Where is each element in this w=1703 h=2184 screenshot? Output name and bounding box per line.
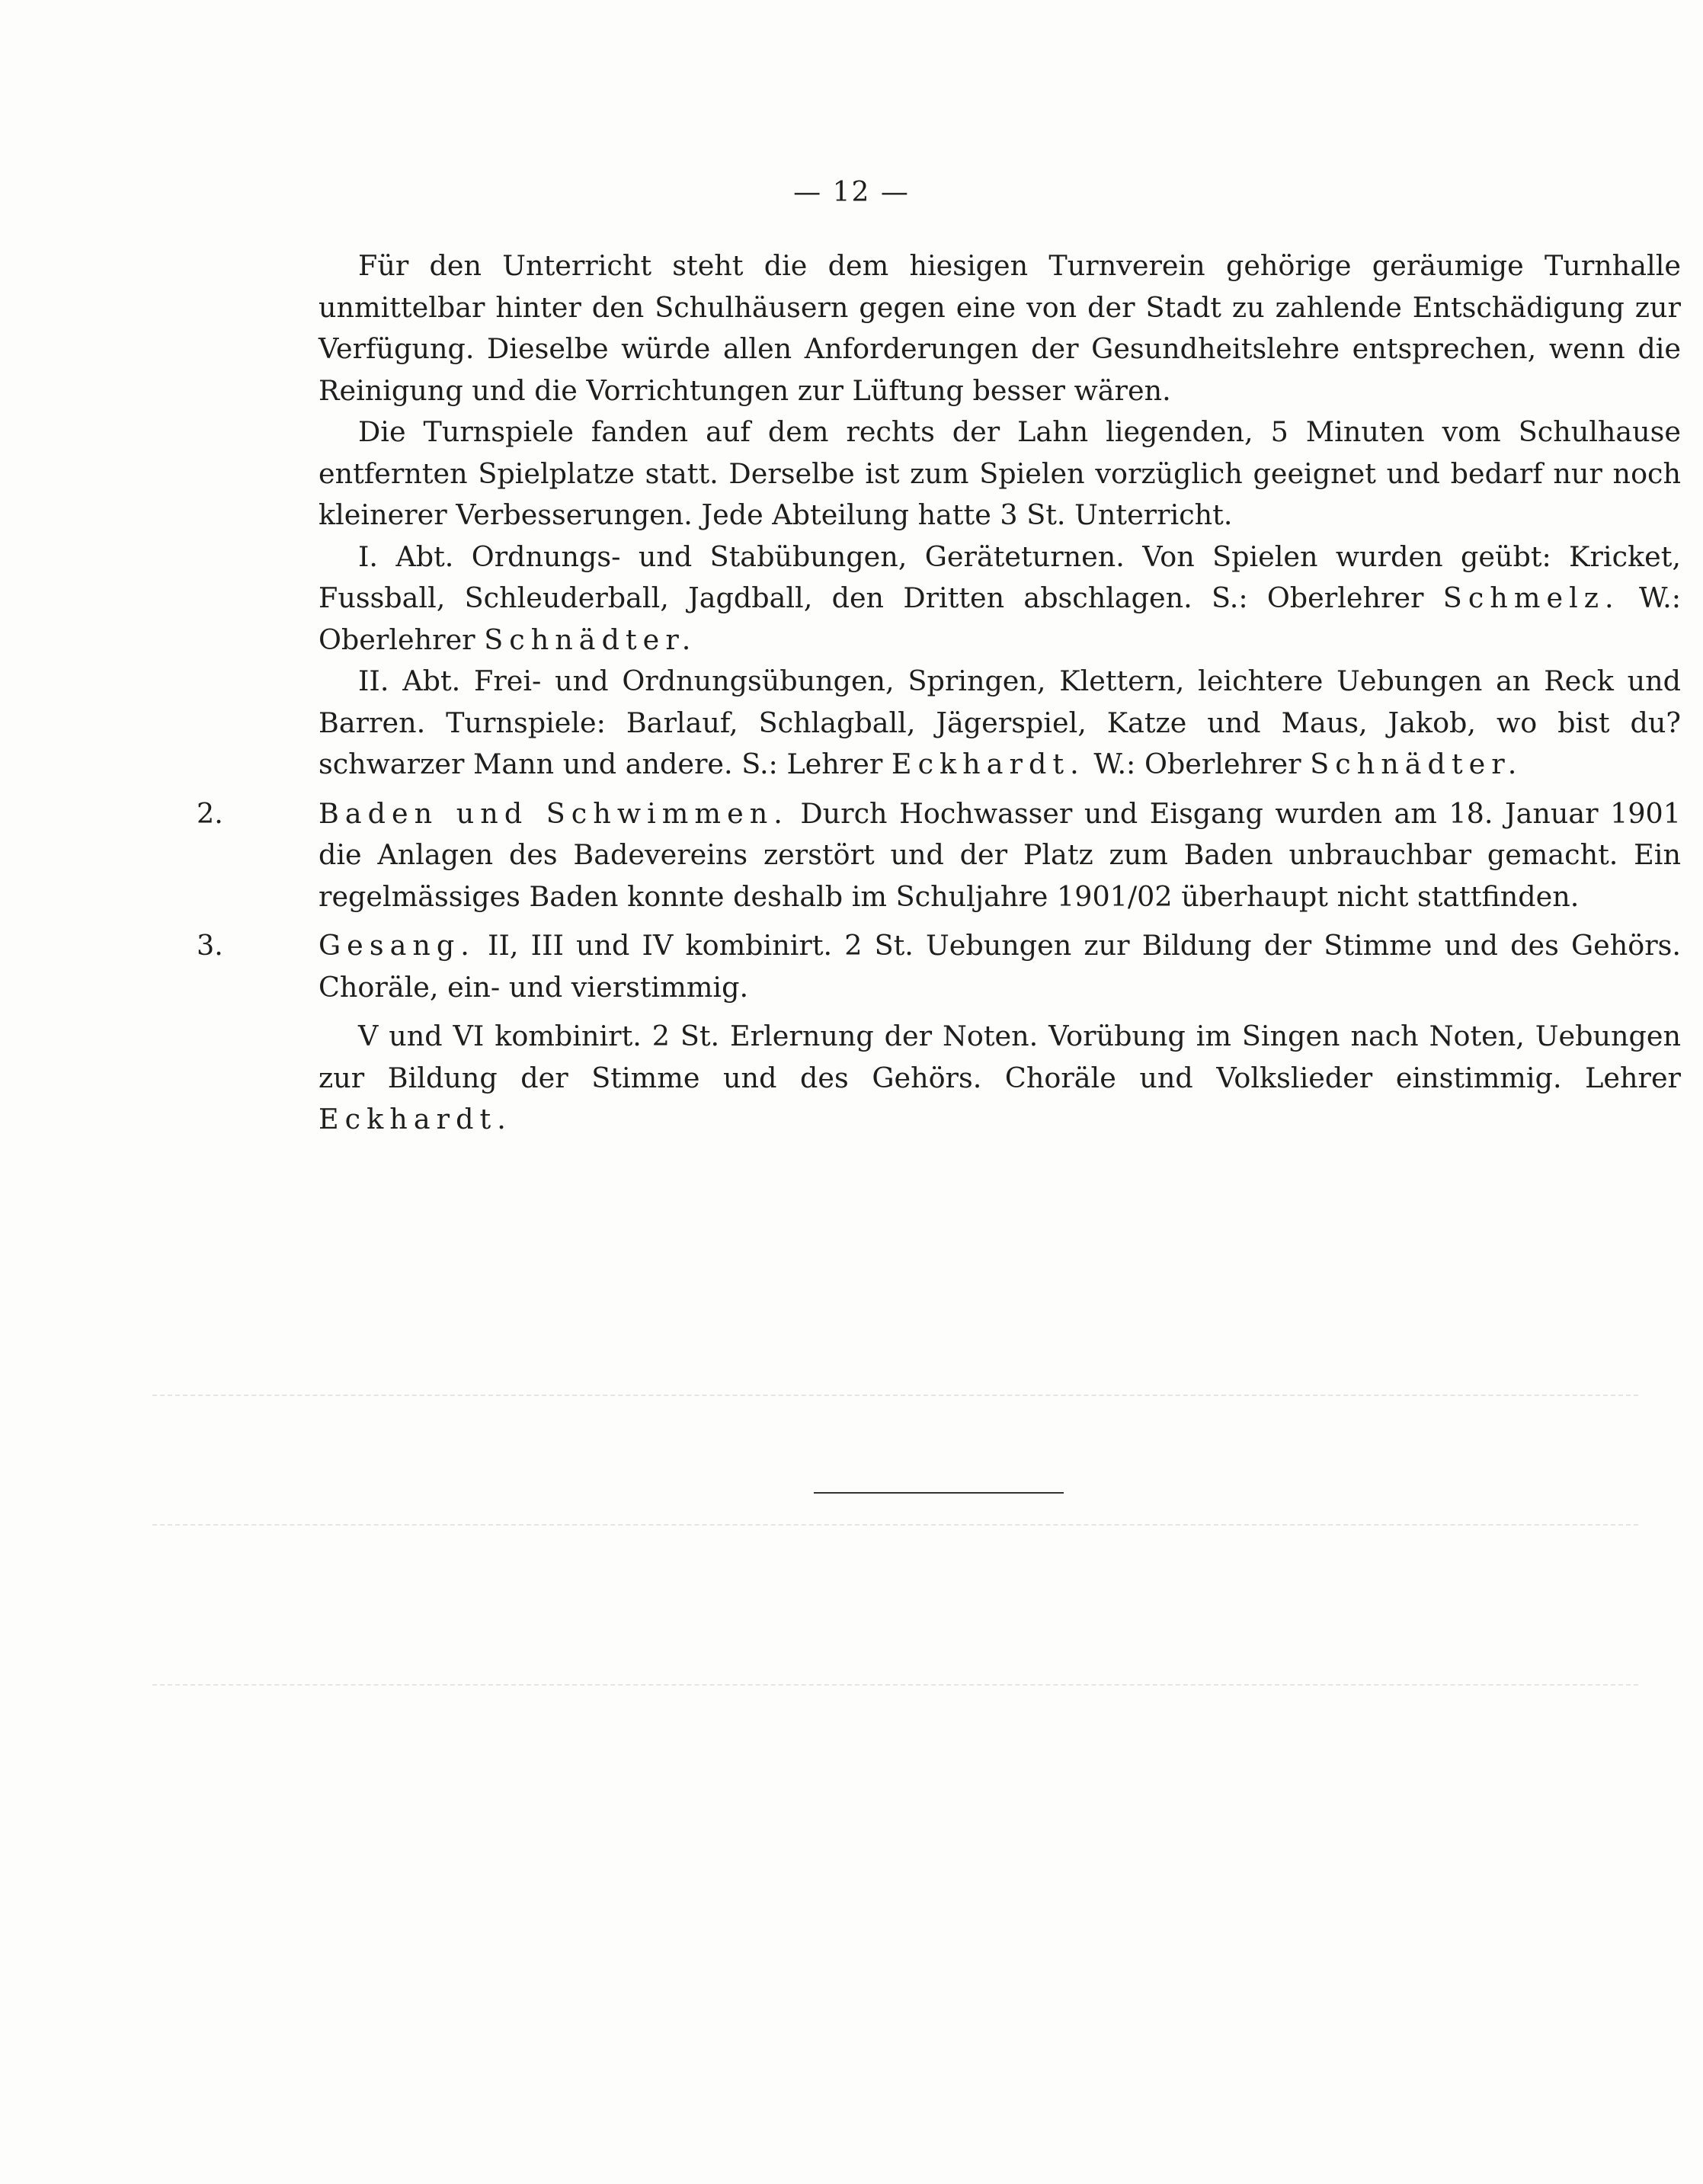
paragraph-turnhalle: Für den Unterricht steht die dem hiesigen Turnverein gehörige geräumige Turnhalle unmittelbar hinter den Schulhäusern gegen eine von der Stadt zu zahlende Entschädigung zur Verfügung. Dieselbe würde allen Anforderungen der Gesundheitslehre entsprechen, wenn die Reinigung und die Vorrichtungen zur Lüftung besser wären. bbox=[319, 249, 1681, 407]
abt-2-text-winter: W.: Oberlehrer bbox=[1084, 748, 1311, 780]
document-body bbox=[197, 245, 1682, 1141]
page-number: — 12 — bbox=[793, 177, 910, 208]
paragraph-turnspiele: Die Turnspiele fanden auf dem rechts der Lahn liegenden, 5 Minuten vom Schulhause entfernten Spielplatze statt. Derselbe ist zum Spielen vorzüglich geeignet und bedarf nur noch kleinerer Verbesserungen. Jede Abteilung hatte 3 St. Unterricht. bbox=[319, 415, 1681, 531]
section-text: Durch Hochwasser und Eisgang wurden am 18. Januar 1901 die Anlagen des Badevereins zerstört und der Platz zum Baden unbrauchbar gemacht. Ein regelmässiges Baden konnte deshalb im Schuljahre 1901/02 überhaupt nicht stattfinden. bbox=[319, 796, 1681, 913]
section-gesang bbox=[197, 925, 1681, 1008]
teacher-name: Schmelz. bbox=[1442, 581, 1620, 614]
section-baden bbox=[197, 793, 1681, 918]
abt-1-text-winter: W.: Oberlehrer bbox=[319, 581, 1682, 656]
teacher-name: Schnädter. bbox=[484, 623, 697, 656]
section-title: Baden und Schwimmen. bbox=[319, 796, 789, 830]
section-end-rule bbox=[814, 1492, 1064, 1494]
abt-2-text: II. Abt. Frei- und Ordnungsübungen, Springen, Klettern, leichtere Uebungen an Reck und Barren. Turnspiele: Barlauf, Schlagball, Jägerspiel, Katze und Maus, Jakob, wo bist du? schwarzer Mann und andere. S.: Lehrer bbox=[319, 664, 1681, 780]
abt-1-text: I. Abt. Ordnungs- und Stabübungen, Geräteturnen. Von Spielen wurden geübt: Kricket, Fussball, Schleuderball, Jagdball, den Dritten abschlagen. S.: Oberlehrer bbox=[319, 540, 1681, 614]
gesang-v-vi-text: V und VI kombinirt. 2 St. Erlernung der Noten. Vorübung im Singen nach Noten, Uebungen zur Bildung der Stimme und des Gehörs. Choräle und Volkslieder einstimmig. Lehrer bbox=[319, 1020, 1681, 1094]
section-number: 2. bbox=[197, 796, 223, 830]
paragraph-abt-2 bbox=[319, 661, 1681, 786]
teacher-name: Eckhardt. bbox=[891, 748, 1085, 780]
section-number: 3. bbox=[197, 929, 223, 962]
bleed-through-line bbox=[152, 1524, 1638, 1526]
section-title: Gesang. bbox=[319, 929, 475, 962]
paragraph-abt-1 bbox=[319, 536, 1681, 661]
section-text: II, III und IV kombinirt. 2 St. Uebungen zur Bildung der Stimme und des Gehörs. Choräle, ein- und vierstimmig. bbox=[319, 929, 1681, 1004]
bleed-through-line bbox=[152, 1395, 1638, 1396]
teacher-name: Schnädter. bbox=[1310, 748, 1523, 780]
teacher-name: Eckhardt. bbox=[319, 1103, 512, 1135]
paragraph-gesang-v-vi bbox=[319, 1016, 1681, 1141]
bleed-through-line bbox=[152, 1684, 1638, 1686]
